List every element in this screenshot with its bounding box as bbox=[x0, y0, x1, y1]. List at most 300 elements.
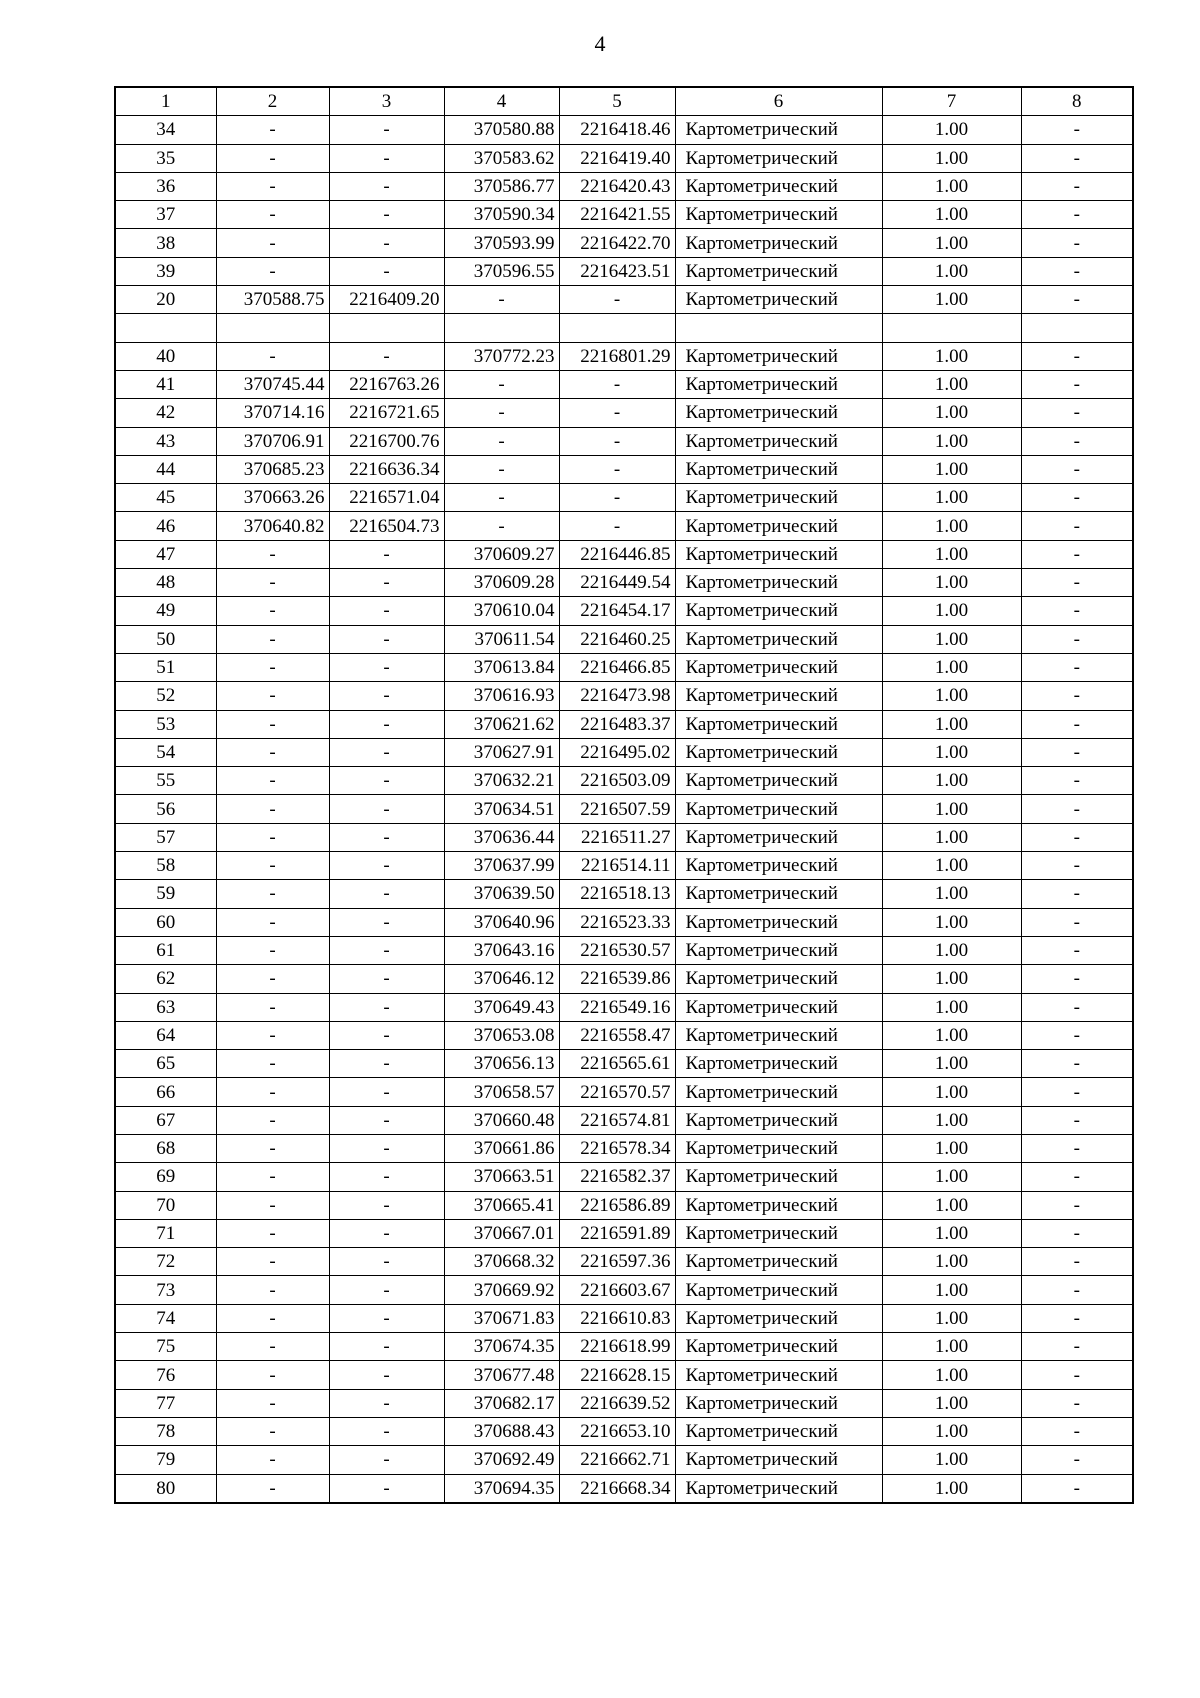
y-new-cell: 2216578.34 bbox=[559, 1134, 675, 1162]
accuracy-cell: 1.00 bbox=[882, 1361, 1021, 1389]
point-number-cell: 52 bbox=[115, 682, 216, 710]
description-cell: - bbox=[1021, 852, 1133, 880]
table-row bbox=[115, 172, 1133, 200]
table-row bbox=[115, 144, 1133, 172]
accuracy-cell: 1.00 bbox=[882, 1474, 1021, 1503]
description-cell: - bbox=[1021, 144, 1133, 172]
accuracy-cell: 1.00 bbox=[882, 880, 1021, 908]
x-existing-cell: - bbox=[216, 852, 329, 880]
accuracy-cell: 1.00 bbox=[882, 1304, 1021, 1332]
table-row bbox=[115, 597, 1133, 625]
y-existing-cell: - bbox=[329, 229, 444, 257]
point-number-cell: 20 bbox=[115, 286, 216, 314]
method-cell: Картометрический bbox=[675, 1389, 882, 1417]
point-number-cell bbox=[115, 314, 216, 342]
point-number-cell: 79 bbox=[115, 1446, 216, 1474]
y-new-cell: 2216565.61 bbox=[559, 1050, 675, 1078]
x-new-cell bbox=[444, 314, 559, 342]
x-new-cell: 370692.49 bbox=[444, 1446, 559, 1474]
point-number-cell: 74 bbox=[115, 1304, 216, 1332]
y-existing-cell: - bbox=[329, 1276, 444, 1304]
x-new-cell: 370674.35 bbox=[444, 1333, 559, 1361]
method-cell: Картометрический bbox=[675, 1304, 882, 1332]
table-row bbox=[115, 880, 1133, 908]
accuracy-cell: 1.00 bbox=[882, 1333, 1021, 1361]
y-existing-cell: - bbox=[329, 1446, 444, 1474]
table-row bbox=[115, 257, 1133, 285]
description-cell: - bbox=[1021, 540, 1133, 568]
y-new-cell: 2216503.09 bbox=[559, 767, 675, 795]
point-number-cell: 48 bbox=[115, 569, 216, 597]
description-cell: - bbox=[1021, 1191, 1133, 1219]
x-existing-cell bbox=[216, 314, 329, 342]
x-existing-cell: - bbox=[216, 597, 329, 625]
description-cell: - bbox=[1021, 1106, 1133, 1134]
y-existing-cell: - bbox=[329, 1333, 444, 1361]
table-row bbox=[115, 1191, 1133, 1219]
x-new-cell: 370613.84 bbox=[444, 653, 559, 681]
column-header: 8 bbox=[1021, 87, 1133, 116]
x-new-cell: 370667.01 bbox=[444, 1219, 559, 1247]
y-new-cell bbox=[559, 314, 675, 342]
x-new-cell: 370643.16 bbox=[444, 936, 559, 964]
y-new-cell: 2216514.11 bbox=[559, 852, 675, 880]
x-new-cell: 370636.44 bbox=[444, 823, 559, 851]
accuracy-cell: 1.00 bbox=[882, 1276, 1021, 1304]
y-existing-cell: - bbox=[329, 880, 444, 908]
method-cell: Картометрический bbox=[675, 370, 882, 398]
y-existing-cell: - bbox=[329, 540, 444, 568]
method-cell: Картометрический bbox=[675, 399, 882, 427]
point-number-cell: 41 bbox=[115, 370, 216, 398]
y-new-cell: 2216639.52 bbox=[559, 1389, 675, 1417]
accuracy-cell: 1.00 bbox=[882, 370, 1021, 398]
description-cell: - bbox=[1021, 116, 1133, 144]
x-existing-cell: - bbox=[216, 1417, 329, 1445]
y-existing-cell: - bbox=[329, 823, 444, 851]
point-number-cell: 78 bbox=[115, 1417, 216, 1445]
point-number-cell: 60 bbox=[115, 908, 216, 936]
description-cell: - bbox=[1021, 597, 1133, 625]
accuracy-cell: 1.00 bbox=[882, 172, 1021, 200]
y-new-cell: 2216597.36 bbox=[559, 1248, 675, 1276]
y-existing-cell: - bbox=[329, 795, 444, 823]
x-existing-cell: - bbox=[216, 1050, 329, 1078]
accuracy-cell: 1.00 bbox=[882, 1134, 1021, 1162]
y-new-cell: 2216668.34 bbox=[559, 1474, 675, 1503]
description-cell: - bbox=[1021, 1389, 1133, 1417]
accuracy-cell: 1.00 bbox=[882, 286, 1021, 314]
accuracy-cell: 1.00 bbox=[882, 738, 1021, 766]
x-new-cell: 370639.50 bbox=[444, 880, 559, 908]
x-existing-cell: - bbox=[216, 1361, 329, 1389]
x-new-cell: 370661.86 bbox=[444, 1134, 559, 1162]
table-row bbox=[115, 540, 1133, 568]
y-new-cell: 2216473.98 bbox=[559, 682, 675, 710]
description-cell: - bbox=[1021, 1276, 1133, 1304]
x-new-cell: - bbox=[444, 286, 559, 314]
description-cell: - bbox=[1021, 201, 1133, 229]
x-new-cell: 370677.48 bbox=[444, 1361, 559, 1389]
y-existing-cell: - bbox=[329, 1163, 444, 1191]
x-existing-cell: - bbox=[216, 1078, 329, 1106]
y-new-cell: 2216530.57 bbox=[559, 936, 675, 964]
column-header: 7 bbox=[882, 87, 1021, 116]
description-cell: - bbox=[1021, 1304, 1133, 1332]
y-new-cell: - bbox=[559, 455, 675, 483]
method-cell: Картометрический bbox=[675, 286, 882, 314]
description-cell: - bbox=[1021, 795, 1133, 823]
method-cell bbox=[675, 314, 882, 342]
y-new-cell: - bbox=[559, 484, 675, 512]
x-new-cell: 370653.08 bbox=[444, 1021, 559, 1049]
accuracy-cell: 1.00 bbox=[882, 625, 1021, 653]
y-existing-cell: 2216636.34 bbox=[329, 455, 444, 483]
y-existing-cell: - bbox=[329, 1134, 444, 1162]
method-cell: Картометрический bbox=[675, 1333, 882, 1361]
x-new-cell: - bbox=[444, 370, 559, 398]
x-existing-cell: - bbox=[216, 1248, 329, 1276]
table-header-row bbox=[115, 87, 1133, 116]
x-existing-cell: 370588.75 bbox=[216, 286, 329, 314]
table-row bbox=[115, 767, 1133, 795]
accuracy-cell: 1.00 bbox=[882, 653, 1021, 681]
method-cell: Картометрический bbox=[675, 908, 882, 936]
description-cell: - bbox=[1021, 257, 1133, 285]
method-cell: Картометрический bbox=[675, 455, 882, 483]
description-cell: - bbox=[1021, 1050, 1133, 1078]
y-existing-cell: - bbox=[329, 144, 444, 172]
y-new-cell: 2216570.57 bbox=[559, 1078, 675, 1106]
point-number-cell: 45 bbox=[115, 484, 216, 512]
table-row bbox=[115, 1304, 1133, 1332]
method-cell: Картометрический bbox=[675, 116, 882, 144]
point-number-cell: 66 bbox=[115, 1078, 216, 1106]
x-new-cell: 370632.21 bbox=[444, 767, 559, 795]
x-new-cell: 370586.77 bbox=[444, 172, 559, 200]
x-new-cell: 370637.99 bbox=[444, 852, 559, 880]
x-new-cell: 370596.55 bbox=[444, 257, 559, 285]
x-existing-cell: - bbox=[216, 1134, 329, 1162]
description-cell: - bbox=[1021, 427, 1133, 455]
point-number-cell: 54 bbox=[115, 738, 216, 766]
x-existing-cell: - bbox=[216, 908, 329, 936]
accuracy-cell: 1.00 bbox=[882, 257, 1021, 285]
accuracy-cell: 1.00 bbox=[882, 201, 1021, 229]
point-number-cell: 59 bbox=[115, 880, 216, 908]
accuracy-cell: 1.00 bbox=[882, 908, 1021, 936]
method-cell: Картометрический bbox=[675, 144, 882, 172]
accuracy-cell: 1.00 bbox=[882, 1078, 1021, 1106]
point-number-cell: 58 bbox=[115, 852, 216, 880]
point-number-cell: 65 bbox=[115, 1050, 216, 1078]
point-number-cell: 57 bbox=[115, 823, 216, 851]
description-cell: - bbox=[1021, 993, 1133, 1021]
x-new-cell: 370694.35 bbox=[444, 1474, 559, 1503]
table-row bbox=[115, 116, 1133, 144]
point-number-cell: 50 bbox=[115, 625, 216, 653]
y-new-cell: 2216495.02 bbox=[559, 738, 675, 766]
y-new-cell: 2216518.13 bbox=[559, 880, 675, 908]
method-cell: Картометрический bbox=[675, 1474, 882, 1503]
table-row bbox=[115, 427, 1133, 455]
y-existing-cell: - bbox=[329, 908, 444, 936]
method-cell: Картометрический bbox=[675, 1361, 882, 1389]
description-cell: - bbox=[1021, 653, 1133, 681]
y-existing-cell: - bbox=[329, 342, 444, 370]
column-header: 1 bbox=[115, 87, 216, 116]
y-new-cell: - bbox=[559, 399, 675, 427]
method-cell: Картометрический bbox=[675, 172, 882, 200]
x-new-cell: 370583.62 bbox=[444, 144, 559, 172]
x-existing-cell: - bbox=[216, 767, 329, 795]
x-existing-cell: - bbox=[216, 201, 329, 229]
y-existing-cell: - bbox=[329, 1050, 444, 1078]
table-row bbox=[115, 1021, 1133, 1049]
table-row bbox=[115, 993, 1133, 1021]
table-row bbox=[115, 795, 1133, 823]
x-new-cell: 370669.92 bbox=[444, 1276, 559, 1304]
table-row bbox=[115, 1389, 1133, 1417]
method-cell: Картометрический bbox=[675, 1191, 882, 1219]
description-cell: - bbox=[1021, 1134, 1133, 1162]
x-existing-cell: - bbox=[216, 1333, 329, 1361]
x-new-cell: 370640.96 bbox=[444, 908, 559, 936]
method-cell: Картометрический bbox=[675, 852, 882, 880]
table-row bbox=[115, 1078, 1133, 1106]
accuracy-cell: 1.00 bbox=[882, 1191, 1021, 1219]
x-existing-cell: - bbox=[216, 172, 329, 200]
y-new-cell: 2216466.85 bbox=[559, 653, 675, 681]
x-new-cell: - bbox=[444, 512, 559, 540]
x-existing-cell: - bbox=[216, 625, 329, 653]
table-row bbox=[115, 1248, 1133, 1276]
y-new-cell: 2216446.85 bbox=[559, 540, 675, 568]
x-existing-cell: 370685.23 bbox=[216, 455, 329, 483]
x-new-cell: 370590.34 bbox=[444, 201, 559, 229]
x-existing-cell: - bbox=[216, 540, 329, 568]
point-number-cell: 36 bbox=[115, 172, 216, 200]
accuracy-cell: 1.00 bbox=[882, 1050, 1021, 1078]
y-new-cell: 2216653.10 bbox=[559, 1417, 675, 1445]
accuracy-cell: 1.00 bbox=[882, 540, 1021, 568]
table-row bbox=[115, 1417, 1133, 1445]
x-existing-cell: - bbox=[216, 144, 329, 172]
method-cell: Картометрический bbox=[675, 257, 882, 285]
method-cell: Картометрический bbox=[675, 1446, 882, 1474]
point-number-cell: 68 bbox=[115, 1134, 216, 1162]
x-existing-cell: - bbox=[216, 653, 329, 681]
method-cell: Картометрический bbox=[675, 1106, 882, 1134]
description-cell: - bbox=[1021, 767, 1133, 795]
table-row bbox=[115, 852, 1133, 880]
point-number-cell: 64 bbox=[115, 1021, 216, 1049]
point-number-cell: 72 bbox=[115, 1248, 216, 1276]
x-new-cell: 370772.23 bbox=[444, 342, 559, 370]
accuracy-cell: 1.00 bbox=[882, 1389, 1021, 1417]
y-new-cell: 2216801.29 bbox=[559, 342, 675, 370]
table-row bbox=[115, 314, 1133, 342]
column-header: 2 bbox=[216, 87, 329, 116]
table-row bbox=[115, 936, 1133, 964]
y-existing-cell: - bbox=[329, 172, 444, 200]
method-cell: Картометрический bbox=[675, 880, 882, 908]
column-header: 4 bbox=[444, 87, 559, 116]
accuracy-cell: 1.00 bbox=[882, 229, 1021, 257]
y-new-cell: 2216460.25 bbox=[559, 625, 675, 653]
description-cell: - bbox=[1021, 710, 1133, 738]
y-new-cell: 2216483.37 bbox=[559, 710, 675, 738]
x-existing-cell: - bbox=[216, 823, 329, 851]
y-new-cell: 2216449.54 bbox=[559, 569, 675, 597]
method-cell: Картометрический bbox=[675, 795, 882, 823]
x-existing-cell: 370745.44 bbox=[216, 370, 329, 398]
table-row bbox=[115, 1134, 1133, 1162]
accuracy-cell: 1.00 bbox=[882, 455, 1021, 483]
y-existing-cell: 2216700.76 bbox=[329, 427, 444, 455]
accuracy-cell: 1.00 bbox=[882, 767, 1021, 795]
accuracy-cell: 1.00 bbox=[882, 116, 1021, 144]
accuracy-cell: 1.00 bbox=[882, 1106, 1021, 1134]
table-row bbox=[115, 229, 1133, 257]
x-new-cell: 370593.99 bbox=[444, 229, 559, 257]
y-new-cell: 2216421.55 bbox=[559, 201, 675, 229]
x-new-cell: 370649.43 bbox=[444, 993, 559, 1021]
description-cell: - bbox=[1021, 682, 1133, 710]
column-header: 6 bbox=[675, 87, 882, 116]
y-new-cell: 2216523.33 bbox=[559, 908, 675, 936]
y-existing-cell: - bbox=[329, 653, 444, 681]
table-row bbox=[115, 1446, 1133, 1474]
y-existing-cell: 2216763.26 bbox=[329, 370, 444, 398]
point-number-cell: 63 bbox=[115, 993, 216, 1021]
table-body bbox=[115, 116, 1133, 1503]
column-header: 5 bbox=[559, 87, 675, 116]
y-existing-cell: - bbox=[329, 1417, 444, 1445]
table-row bbox=[115, 1106, 1133, 1134]
x-existing-cell: - bbox=[216, 936, 329, 964]
point-number-cell: 43 bbox=[115, 427, 216, 455]
x-existing-cell: - bbox=[216, 993, 329, 1021]
table-row bbox=[115, 342, 1133, 370]
y-new-cell: 2216511.27 bbox=[559, 823, 675, 851]
accuracy-cell: 1.00 bbox=[882, 342, 1021, 370]
y-new-cell: 2216662.71 bbox=[559, 1446, 675, 1474]
accuracy-cell: 1.00 bbox=[882, 1446, 1021, 1474]
point-number-cell: 69 bbox=[115, 1163, 216, 1191]
table-row bbox=[115, 1163, 1133, 1191]
x-new-cell: 370634.51 bbox=[444, 795, 559, 823]
y-new-cell: 2216591.89 bbox=[559, 1219, 675, 1247]
accuracy-cell: 1.00 bbox=[882, 597, 1021, 625]
y-existing-cell: - bbox=[329, 625, 444, 653]
accuracy-cell: 1.00 bbox=[882, 1248, 1021, 1276]
x-existing-cell: - bbox=[216, 738, 329, 766]
x-new-cell: 370668.32 bbox=[444, 1248, 559, 1276]
y-new-cell: 2216603.67 bbox=[559, 1276, 675, 1304]
x-new-cell: - bbox=[444, 399, 559, 427]
page-number: 4 bbox=[594, 31, 606, 56]
accuracy-cell: 1.00 bbox=[882, 569, 1021, 597]
method-cell: Картометрический bbox=[675, 682, 882, 710]
table-row bbox=[115, 653, 1133, 681]
y-existing-cell: 2216721.65 bbox=[329, 399, 444, 427]
table-row bbox=[115, 1474, 1133, 1503]
y-existing-cell: - bbox=[329, 1191, 444, 1219]
table-row bbox=[115, 484, 1133, 512]
method-cell: Картометрический bbox=[675, 484, 882, 512]
x-new-cell: 370656.13 bbox=[444, 1050, 559, 1078]
description-cell: - bbox=[1021, 229, 1133, 257]
y-existing-cell: - bbox=[329, 1304, 444, 1332]
table-row bbox=[115, 370, 1133, 398]
x-new-cell: 370688.43 bbox=[444, 1417, 559, 1445]
y-new-cell: 2216420.43 bbox=[559, 172, 675, 200]
x-new-cell: 370658.57 bbox=[444, 1078, 559, 1106]
x-existing-cell: - bbox=[216, 1191, 329, 1219]
x-existing-cell: - bbox=[216, 1106, 329, 1134]
point-number-cell: 76 bbox=[115, 1361, 216, 1389]
method-cell: Картометрический bbox=[675, 1050, 882, 1078]
method-cell: Картометрический bbox=[675, 823, 882, 851]
column-header: 3 bbox=[329, 87, 444, 116]
accuracy-cell bbox=[882, 314, 1021, 342]
point-number-cell: 34 bbox=[115, 116, 216, 144]
point-number-cell: 37 bbox=[115, 201, 216, 229]
description-cell bbox=[1021, 314, 1133, 342]
description-cell: - bbox=[1021, 484, 1133, 512]
point-number-cell: 55 bbox=[115, 767, 216, 795]
y-new-cell: 2216558.47 bbox=[559, 1021, 675, 1049]
x-existing-cell: - bbox=[216, 229, 329, 257]
method-cell: Картометрический bbox=[675, 1163, 882, 1191]
point-number-cell: 75 bbox=[115, 1333, 216, 1361]
description-cell: - bbox=[1021, 1163, 1133, 1191]
y-new-cell: 2216423.51 bbox=[559, 257, 675, 285]
method-cell: Картометрический bbox=[675, 1417, 882, 1445]
y-existing-cell: - bbox=[329, 1361, 444, 1389]
x-existing-cell: - bbox=[216, 710, 329, 738]
point-number-cell: 67 bbox=[115, 1106, 216, 1134]
point-number-cell: 70 bbox=[115, 1191, 216, 1219]
y-existing-cell: - bbox=[329, 852, 444, 880]
accuracy-cell: 1.00 bbox=[882, 512, 1021, 540]
description-cell: - bbox=[1021, 370, 1133, 398]
method-cell: Картометрический bbox=[675, 1276, 882, 1304]
x-existing-cell: - bbox=[216, 116, 329, 144]
y-new-cell: 2216574.81 bbox=[559, 1106, 675, 1134]
x-existing-cell: - bbox=[216, 257, 329, 285]
point-number-cell: 44 bbox=[115, 455, 216, 483]
point-number-cell: 71 bbox=[115, 1219, 216, 1247]
y-new-cell: 2216586.89 bbox=[559, 1191, 675, 1219]
point-number-cell: 40 bbox=[115, 342, 216, 370]
y-existing-cell: - bbox=[329, 116, 444, 144]
point-number-cell: 46 bbox=[115, 512, 216, 540]
description-cell: - bbox=[1021, 1474, 1133, 1503]
description-cell: - bbox=[1021, 1021, 1133, 1049]
table-row bbox=[115, 682, 1133, 710]
x-existing-cell: - bbox=[216, 880, 329, 908]
table-row bbox=[115, 738, 1133, 766]
method-cell: Картометрический bbox=[675, 767, 882, 795]
method-cell: Картометрический bbox=[675, 201, 882, 229]
description-cell: - bbox=[1021, 1446, 1133, 1474]
method-cell: Картометрический bbox=[675, 738, 882, 766]
accuracy-cell: 1.00 bbox=[882, 682, 1021, 710]
description-cell: - bbox=[1021, 738, 1133, 766]
description-cell: - bbox=[1021, 1333, 1133, 1361]
